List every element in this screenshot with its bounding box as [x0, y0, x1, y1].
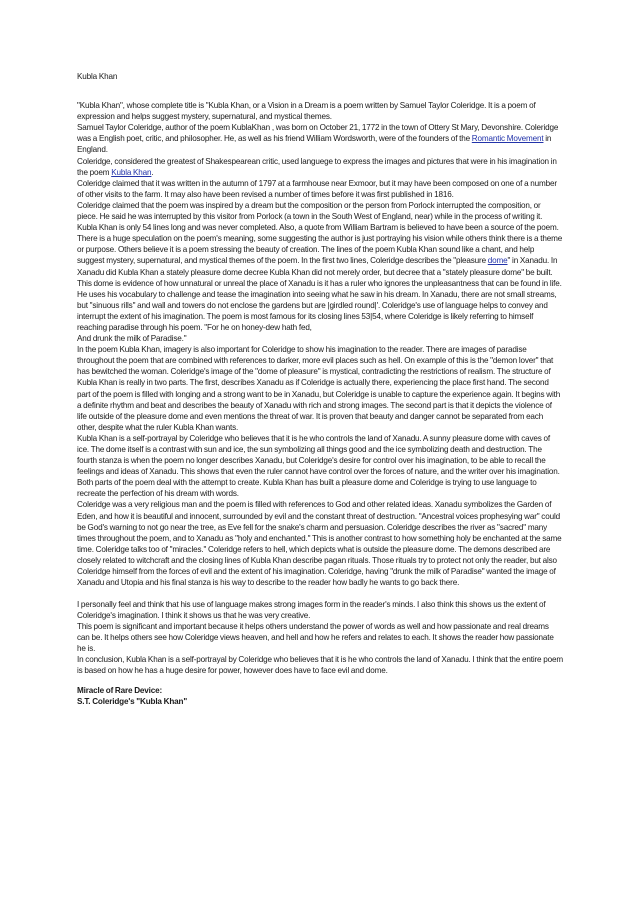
paragraph-imagery: In the poem Kubla Khan, imagery is also important for Coleridge to show his imagination to the reader. There are images of paradise throughout the poem that are combined with references to darker, more evil places such as hell. On example of this is the "demon lover" that has bewitched the woman. Coleridge's image of the "dome of pleasure" is mystical, contradicting the restrictions of realism. The structure of Kubla Khan is really in two parts. The first, describes Xanadu as if Coleridge is actually there, experiencing the place first hand. The second part of the poem is filled with longing and a strong want to be in Xanadu, but Coleridge is unable to capture the experience again. It begins with a definite rhythm and beat and describes the beauty of Xanadu with rich and strong images. The second part is that it depicts the violence of life outside of the pleasure dome and even mentions the threat of war. It is proven that beauty and danger cannot be separated from each other, despite what the ruler Kubla Khan wants.: [77, 345, 561, 432]
paragraph-religious: Coleridge was a very religious man and the poem is filled with references to God and other related ideas. Xanadu symbolizes the Garden of Eden, and how it is beautiful and innocent, surrounded by evil and the constant threat of destruction. "Ancestral voices prophesying war" could be God's warning to not go near the tree, as Eve fell for the snake's charm and persuasion. Coleridge describes the river as "sacred" many times throughout the poem, and to Xanadu as "holy and enchanted." This is another contrast to how something holy be enchanted at the same time. Coleridge talks too of "miracles." Coleridge refers to hell, which depicts what is outside the pleasure dome. The demons described are closely related to witchcraft and the closing lines of Kubla Khan describe pagan rituals. Those rituals try to protect not only the reader, but also Coleridge himself from the forces of evil and the extent of his imagination. Coleridge, having "drunk the milk of Paradise" wanted the image of Xanadu and Utopia and his final stanza is his way to describe to the reader how badly he wants to go back there.: [77, 500, 562, 588]
paragraph-opinion: I personally feel and think that his use of language makes strong images form in the reader's minds. I also think this shows us the extent of Coleridge's imagination. I think it shows us that he was very creative.: [77, 599, 546, 620]
paragraph-lines-text-a: Kubla Khan is only 54 lines long and was never completed. Also, a quote from William Bartram is believed to have been a source of the poem. There is a huge speculation on the poem's meaning, some suggesting the author is just portraying his vision while others think there is a theme or purpose. Others believe it is a poem stressing the beauty of creation. The lines of the poem Kubla Khan sound like a chant, and help suggest mystery, supernatural, and mystical themes of the poem. In the first two lines, Coleridge describes the "pleasure: [77, 223, 563, 266]
paragraph-significance: This poem is significant and important because it helps others understand the power of words as well and how passionate and real dreams can be. It helps others see how Coleridge views heaven, and hell and how he refers and relates to each. It shows the reader how passionate he is.: [77, 621, 554, 654]
paragraph-lines: [77, 222, 563, 289]
paragraph-written: Coleridge claimed that it was written in the autumn of 1797 at a farmhouse near Exmoor, but it may have been composed on one of a number of other visits to the farm. It may also have been revised a number of times before it was first published in 1816.: [77, 178, 557, 199]
paragraph-intro: "Kubla Khan", whose complete title is "Kubla Khan, or a Vision in a Dream is a poem written by Samuel Taylor Coleridge. It is a poem of expression and helps suggest mystery, supernatural, and mystical themes.: [77, 101, 536, 122]
footer-heading: Miracle of Rare Device:: [77, 686, 163, 696]
document-body: [77, 71, 563, 708]
paragraph-author: [77, 122, 563, 155]
paragraph-author-text-a: Samuel Taylor Coleridge, author of the poem KublaKhan , was born on October 21, 1772 in the town of Ottery St Mary, Devonshire. Coleridge was a English poet, critic, and philosopher. He, as well as his friend William Wordsworth, were of the founders of the: [77, 123, 559, 144]
document-title: Kubla Khan: [77, 72, 118, 81]
paragraph-vocabulary: He uses his vocabulary to challenge and tease the imagination into seeing what he saw in his dream. In Xanadu, there are not small streams, but "sinuous rills" and wall and towers do not enclose the gardens but are |girdled round|'. Coleridge's use of language helps to convey and interrupt the extent of his imagination. The poem is most famous for its closing lines 53|54, where Coleridge is likely referring to himself reaching paradise through his poem. "For he on honey-dew hath fed,: [77, 289, 557, 332]
kubla-khan-link[interactable]: Kubla Khan: [111, 167, 152, 177]
romantic-movement-link[interactable]: Romantic Movement: [471, 134, 544, 144]
paragraph-critic: [77, 156, 563, 178]
paragraph-critic-text-b: .: [151, 167, 154, 177]
paragraph-dream: Coleridge claimed that the poem was inspired by a dream but the composition or the person from Porlock interrupted the composition, or piece. He said he was interrupted by this visitor from Porlock (a town in the South West of England, near) while in the process of writing it.: [77, 200, 543, 222]
footer-subheading: S.T. Coleridge's "Kubla Khan": [77, 697, 188, 707]
paragraph-critic-text-a: Coleridge, considered the greatest of Shakespearean critic, used languege to express the images and pictures that were in his imagination in the poem: [77, 156, 557, 177]
paragraph-author-text-b: in England.: [77, 134, 552, 155]
paragraph-quote-line: And drunk the milk of Paradise.": [77, 334, 187, 344]
paragraph-self-portrayal: Kubla Khan is a self-portrayal by Coleridge who believes that it is he who controls the land of Xanadu. A sunny pleasure dome with caves of ice. The dome itself is a contrast with sun and ice, the sun symbolizing all things good and the ice symbolizing death and destruction. The fourth stanza is when the poem no longer describes Xanadu, but Coleridge's desire for control over his imagination, to be able to recall the feelings and ideas of Xanadu. This shows that even the ruler cannot have control over the forces of nature, and the writer over his imagination. Both parts of the poem deal with the attempt to create. Kubla Khan has built a pleasure dome and Coleridge is trying to use language to recreate the perfection of his dream with words.: [77, 433, 560, 499]
paragraph-lines-text-b: " in Xanadu. In Xanadu did Kubla Khan a stately pleasure dome decree Kubla Khan did not merely order, but decree that a "stately pleasure dome" be built. This dome is evidence of how unnatural or unreal the place of Xanadu is it has a ruler who ignores the unpleasantness that can be found in life.: [77, 256, 562, 288]
dome-link[interactable]: dome: [487, 256, 508, 266]
paragraph-conclusion: In conclusion, Kubla Khan is a self-portrayal by Coleridge who believes that it is he who controls the land of Xanadu. I think that the entire poem is based on how he has a huge desire for power, however does have to face evil and dome.: [77, 655, 563, 676]
